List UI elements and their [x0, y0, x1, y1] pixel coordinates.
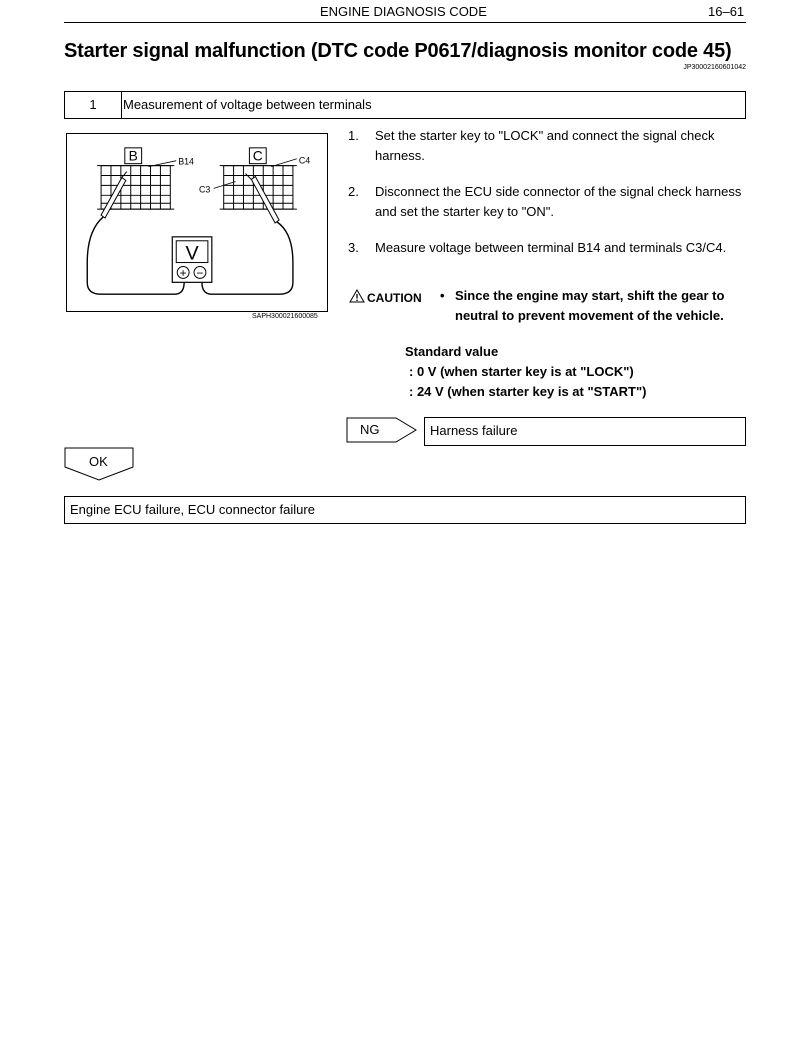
terminal-c4-label: C4 [298, 155, 311, 166]
page-title: Starter signal malfunction (DTC code P0617/diagnosis monitor code 45) [64, 40, 732, 62]
ng-result-box: Harness failure [424, 417, 746, 446]
instruction-number: 2. [348, 184, 359, 199]
document-id: JP30002160601042 [683, 64, 746, 71]
ng-label: NG [360, 422, 380, 437]
terminal-c3-label: C3 [198, 184, 211, 195]
wire-right [202, 222, 293, 294]
ng-arrow-shape [346, 417, 426, 443]
step-number: 1 [65, 92, 122, 118]
instruction-text: Disconnect the ECU side connector of the signal check harness and set the starter key to "ON". [375, 184, 742, 219]
meter-plus: + [179, 265, 187, 280]
caution-text: Since the engine may start, shift the gear to neutral to prevent movement of the vehicle. [455, 288, 725, 323]
terminal-b14-label: B14 [178, 156, 195, 167]
instruction-text: Measure voltage between terminal B14 and terminals C3/C4. [375, 240, 727, 255]
caution-bullet: • [440, 288, 445, 303]
page-number: 16–61 [708, 4, 745, 19]
instruction-number: 1. [348, 128, 359, 143]
connector-c-letter: C [252, 147, 263, 164]
connector-b-letter: B [128, 147, 138, 164]
instruction-text: Set the starter key to "LOCK" and connect the signal check harness. [375, 128, 715, 163]
step-box [64, 91, 746, 119]
instruction-number: 3. [348, 240, 359, 255]
probe-c [245, 174, 279, 223]
standard-value: : 0 V (when starter key is at "LOCK") [409, 364, 634, 379]
ok-result-box: Engine ECU failure, ECU connector failure [64, 496, 746, 524]
header-rule [64, 22, 746, 23]
warning-triangle-icon [349, 289, 365, 303]
step-title: Measurement of voltage between terminals [123, 97, 372, 112]
voltmeter [172, 237, 212, 282]
wire-left [87, 217, 184, 294]
caution-label: CAUTION [367, 291, 422, 305]
section-title: ENGINE DIAGNOSIS CODE [320, 4, 487, 19]
wiring-diagram [66, 133, 328, 312]
standard-value-label: Standard value [405, 344, 499, 359]
ok-label: OK [89, 454, 108, 469]
meter-minus: − [196, 265, 204, 280]
standard-value: : 24 V (when starter key is at "START") [409, 384, 647, 399]
meter-symbol: V [185, 242, 199, 265]
figure-code: SAPH300021600085 [252, 313, 318, 320]
